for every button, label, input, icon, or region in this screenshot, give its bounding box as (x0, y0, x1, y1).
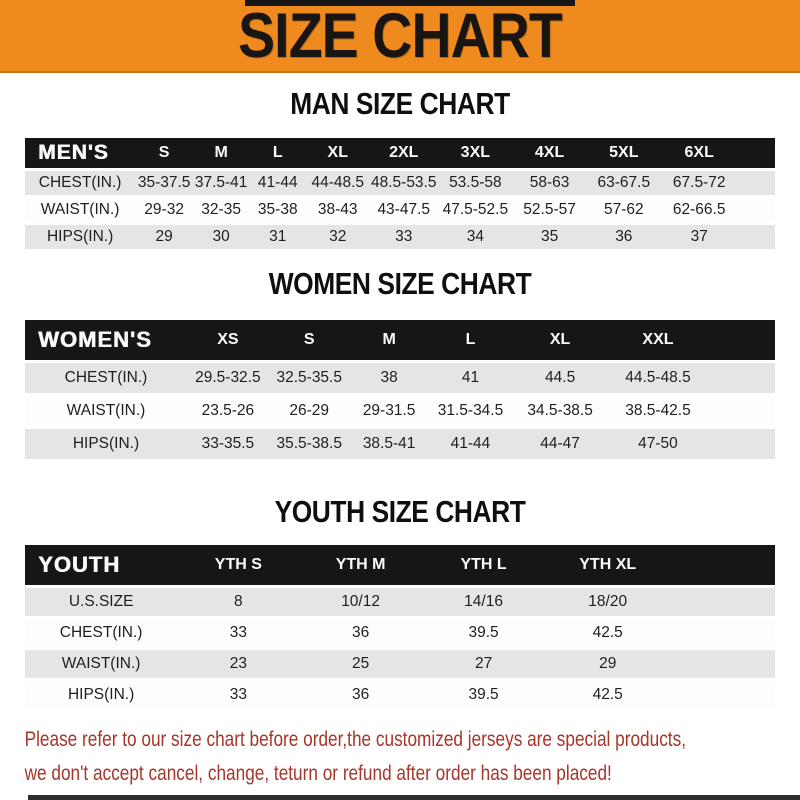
size-header-cell: XXL (608, 320, 709, 360)
row-label-cell: WAIST(IN.) (25, 650, 177, 678)
size-header-cell: XL (512, 320, 607, 360)
size-value-cell: 29-31.5 (350, 396, 429, 426)
bottom-edge-strip (28, 795, 800, 800)
row-label-cell: CHEST(IN.) (25, 619, 177, 647)
size-value-cell: 32 (306, 225, 369, 249)
size-value-cell: 57-62 (587, 198, 661, 222)
row-filler-cell (737, 198, 775, 222)
banner (0, 0, 800, 73)
men-section-title: MAN SIZE CHART (290, 86, 510, 121)
size-value-cell: 37.5-41 (193, 171, 249, 195)
header-row (25, 138, 775, 168)
size-value-cell: 33 (177, 681, 299, 709)
disclaimer-line-1: Please refer to our size chart before order,the customized jerseys are special products, (24, 728, 686, 751)
row-filler-cell (670, 619, 775, 647)
size-value-cell: 29-32 (135, 198, 193, 222)
table-row (25, 396, 775, 426)
size-value-cell: 41 (428, 363, 512, 393)
table-row (25, 588, 775, 616)
row-label-cell: WAIST(IN.) (25, 198, 135, 222)
size-header-cell: 2XL (369, 138, 438, 168)
size-header-cell: M (350, 320, 429, 360)
size-value-cell: 33 (177, 619, 299, 647)
size-value-cell: 58-63 (512, 171, 586, 195)
size-header-cell: 4XL (512, 138, 586, 168)
size-header-cell: 3XL (438, 138, 512, 168)
size-header-cell: S (135, 138, 193, 168)
row-label-cell: CHEST(IN.) (25, 363, 187, 393)
size-value-cell: 33-35.5 (187, 429, 269, 459)
row-filler-cell (708, 363, 775, 393)
size-value-cell: 34.5-38.5 (512, 396, 607, 426)
row-filler-cell (708, 429, 775, 459)
table-title-cell: MEN'S (25, 138, 135, 168)
row-filler-cell (708, 396, 775, 426)
table-row (25, 171, 775, 195)
table-row (25, 225, 775, 249)
size-header-cell: M (193, 138, 249, 168)
size-value-cell: 29 (135, 225, 193, 249)
table-row (25, 681, 775, 709)
size-value-cell: 36 (587, 225, 661, 249)
row-label-cell: CHEST(IN.) (25, 171, 135, 195)
size-header-cell: 5XL (587, 138, 661, 168)
size-header-cell: YTH S (177, 545, 299, 585)
size-header-cell: YTH M (299, 545, 421, 585)
size-value-cell: 29 (545, 650, 670, 678)
size-header-cell: YTH XL (545, 545, 670, 585)
size-value-cell: 34 (438, 225, 512, 249)
row-label-cell: U.S.SIZE (25, 588, 177, 616)
size-header-cell: YTH L (422, 545, 546, 585)
row-filler-cell (670, 681, 775, 709)
size-value-cell: 53.5-58 (438, 171, 512, 195)
size-value-cell: 29.5-32.5 (187, 363, 269, 393)
size-value-cell: 44-47 (512, 429, 607, 459)
size-value-cell: 44-48.5 (306, 171, 369, 195)
table-row (25, 429, 775, 459)
size-value-cell: 36 (299, 681, 421, 709)
size-value-cell: 43-47.5 (369, 198, 438, 222)
women-section-title: WOMEN SIZE CHART (268, 266, 532, 301)
size-value-cell: 47-50 (608, 429, 709, 459)
size-value-cell: 30 (193, 225, 249, 249)
size-value-cell: 23 (177, 650, 299, 678)
size-value-cell: 41-44 (428, 429, 512, 459)
row-filler-cell (670, 650, 775, 678)
size-value-cell: 39.5 (422, 619, 546, 647)
size-header-cell: L (249, 138, 306, 168)
size-value-cell: 14/16 (422, 588, 546, 616)
row-label-cell: HIPS(IN.) (25, 681, 177, 709)
size-header-cell: 6XL (661, 138, 738, 168)
table-title-cell: YOUTH (25, 545, 177, 585)
size-value-cell: 35 (512, 225, 586, 249)
size-value-cell: 35.5-38.5 (269, 429, 350, 459)
size-value-cell: 10/12 (299, 588, 421, 616)
size-value-cell: 35-38 (249, 198, 306, 222)
size-value-cell: 62-66.5 (661, 198, 738, 222)
size-value-cell: 38 (350, 363, 429, 393)
size-value-cell: 26-29 (269, 396, 350, 426)
size-value-cell: 32.5-35.5 (269, 363, 350, 393)
youth-size-table (25, 542, 775, 712)
page-title: SIZE CHART (238, 1, 562, 71)
table-row (25, 198, 775, 222)
size-value-cell: 48.5-53.5 (369, 171, 438, 195)
row-filler-cell (737, 225, 775, 249)
row-label-cell: HIPS(IN.) (25, 429, 187, 459)
size-value-cell: 27 (422, 650, 546, 678)
size-value-cell: 35-37.5 (135, 171, 193, 195)
header-filler-cell (708, 320, 775, 360)
size-value-cell: 42.5 (545, 681, 670, 709)
size-header-cell: S (269, 320, 350, 360)
table-title-cell: WOMEN'S (25, 320, 187, 360)
header-filler-cell (737, 138, 775, 168)
disclaimer-line-2: we don't accept cancel, change, teturn or refund after order has been placed! (24, 762, 612, 785)
row-label-cell: WAIST(IN.) (25, 396, 187, 426)
size-value-cell: 32-35 (193, 198, 249, 222)
size-value-cell: 38.5-42.5 (608, 396, 709, 426)
women-size-table (25, 317, 775, 462)
size-value-cell: 23.5-26 (187, 396, 269, 426)
row-filler-cell (737, 171, 775, 195)
size-header-cell: L (428, 320, 512, 360)
size-value-cell: 31.5-34.5 (428, 396, 512, 426)
header-row (25, 320, 775, 360)
size-value-cell: 31 (249, 225, 306, 249)
header-filler-cell (670, 545, 775, 585)
size-value-cell: 44.5-48.5 (608, 363, 709, 393)
size-value-cell: 8 (177, 588, 299, 616)
size-value-cell: 33 (369, 225, 438, 249)
table-row (25, 650, 775, 678)
size-value-cell: 37 (661, 225, 738, 249)
size-value-cell: 63-67.5 (587, 171, 661, 195)
size-value-cell: 47.5-52.5 (438, 198, 512, 222)
size-value-cell: 18/20 (545, 588, 670, 616)
row-label-cell: HIPS(IN.) (25, 225, 135, 249)
youth-section-title: YOUTH SIZE CHART (274, 494, 526, 529)
size-value-cell: 36 (299, 619, 421, 647)
size-value-cell: 38-43 (306, 198, 369, 222)
disclaimer (0, 723, 800, 791)
size-value-cell: 52.5-57 (512, 198, 586, 222)
size-header-cell: XS (187, 320, 269, 360)
size-value-cell: 41-44 (249, 171, 306, 195)
men-size-table (25, 135, 775, 252)
size-value-cell: 39.5 (422, 681, 546, 709)
table-row (25, 363, 775, 393)
row-filler-cell (670, 588, 775, 616)
size-header-cell: XL (306, 138, 369, 168)
size-value-cell: 42.5 (545, 619, 670, 647)
size-value-cell: 25 (299, 650, 421, 678)
table-row (25, 619, 775, 647)
size-value-cell: 67.5-72 (661, 171, 738, 195)
header-row (25, 545, 775, 585)
size-value-cell: 38.5-41 (350, 429, 429, 459)
size-value-cell: 44.5 (512, 363, 607, 393)
